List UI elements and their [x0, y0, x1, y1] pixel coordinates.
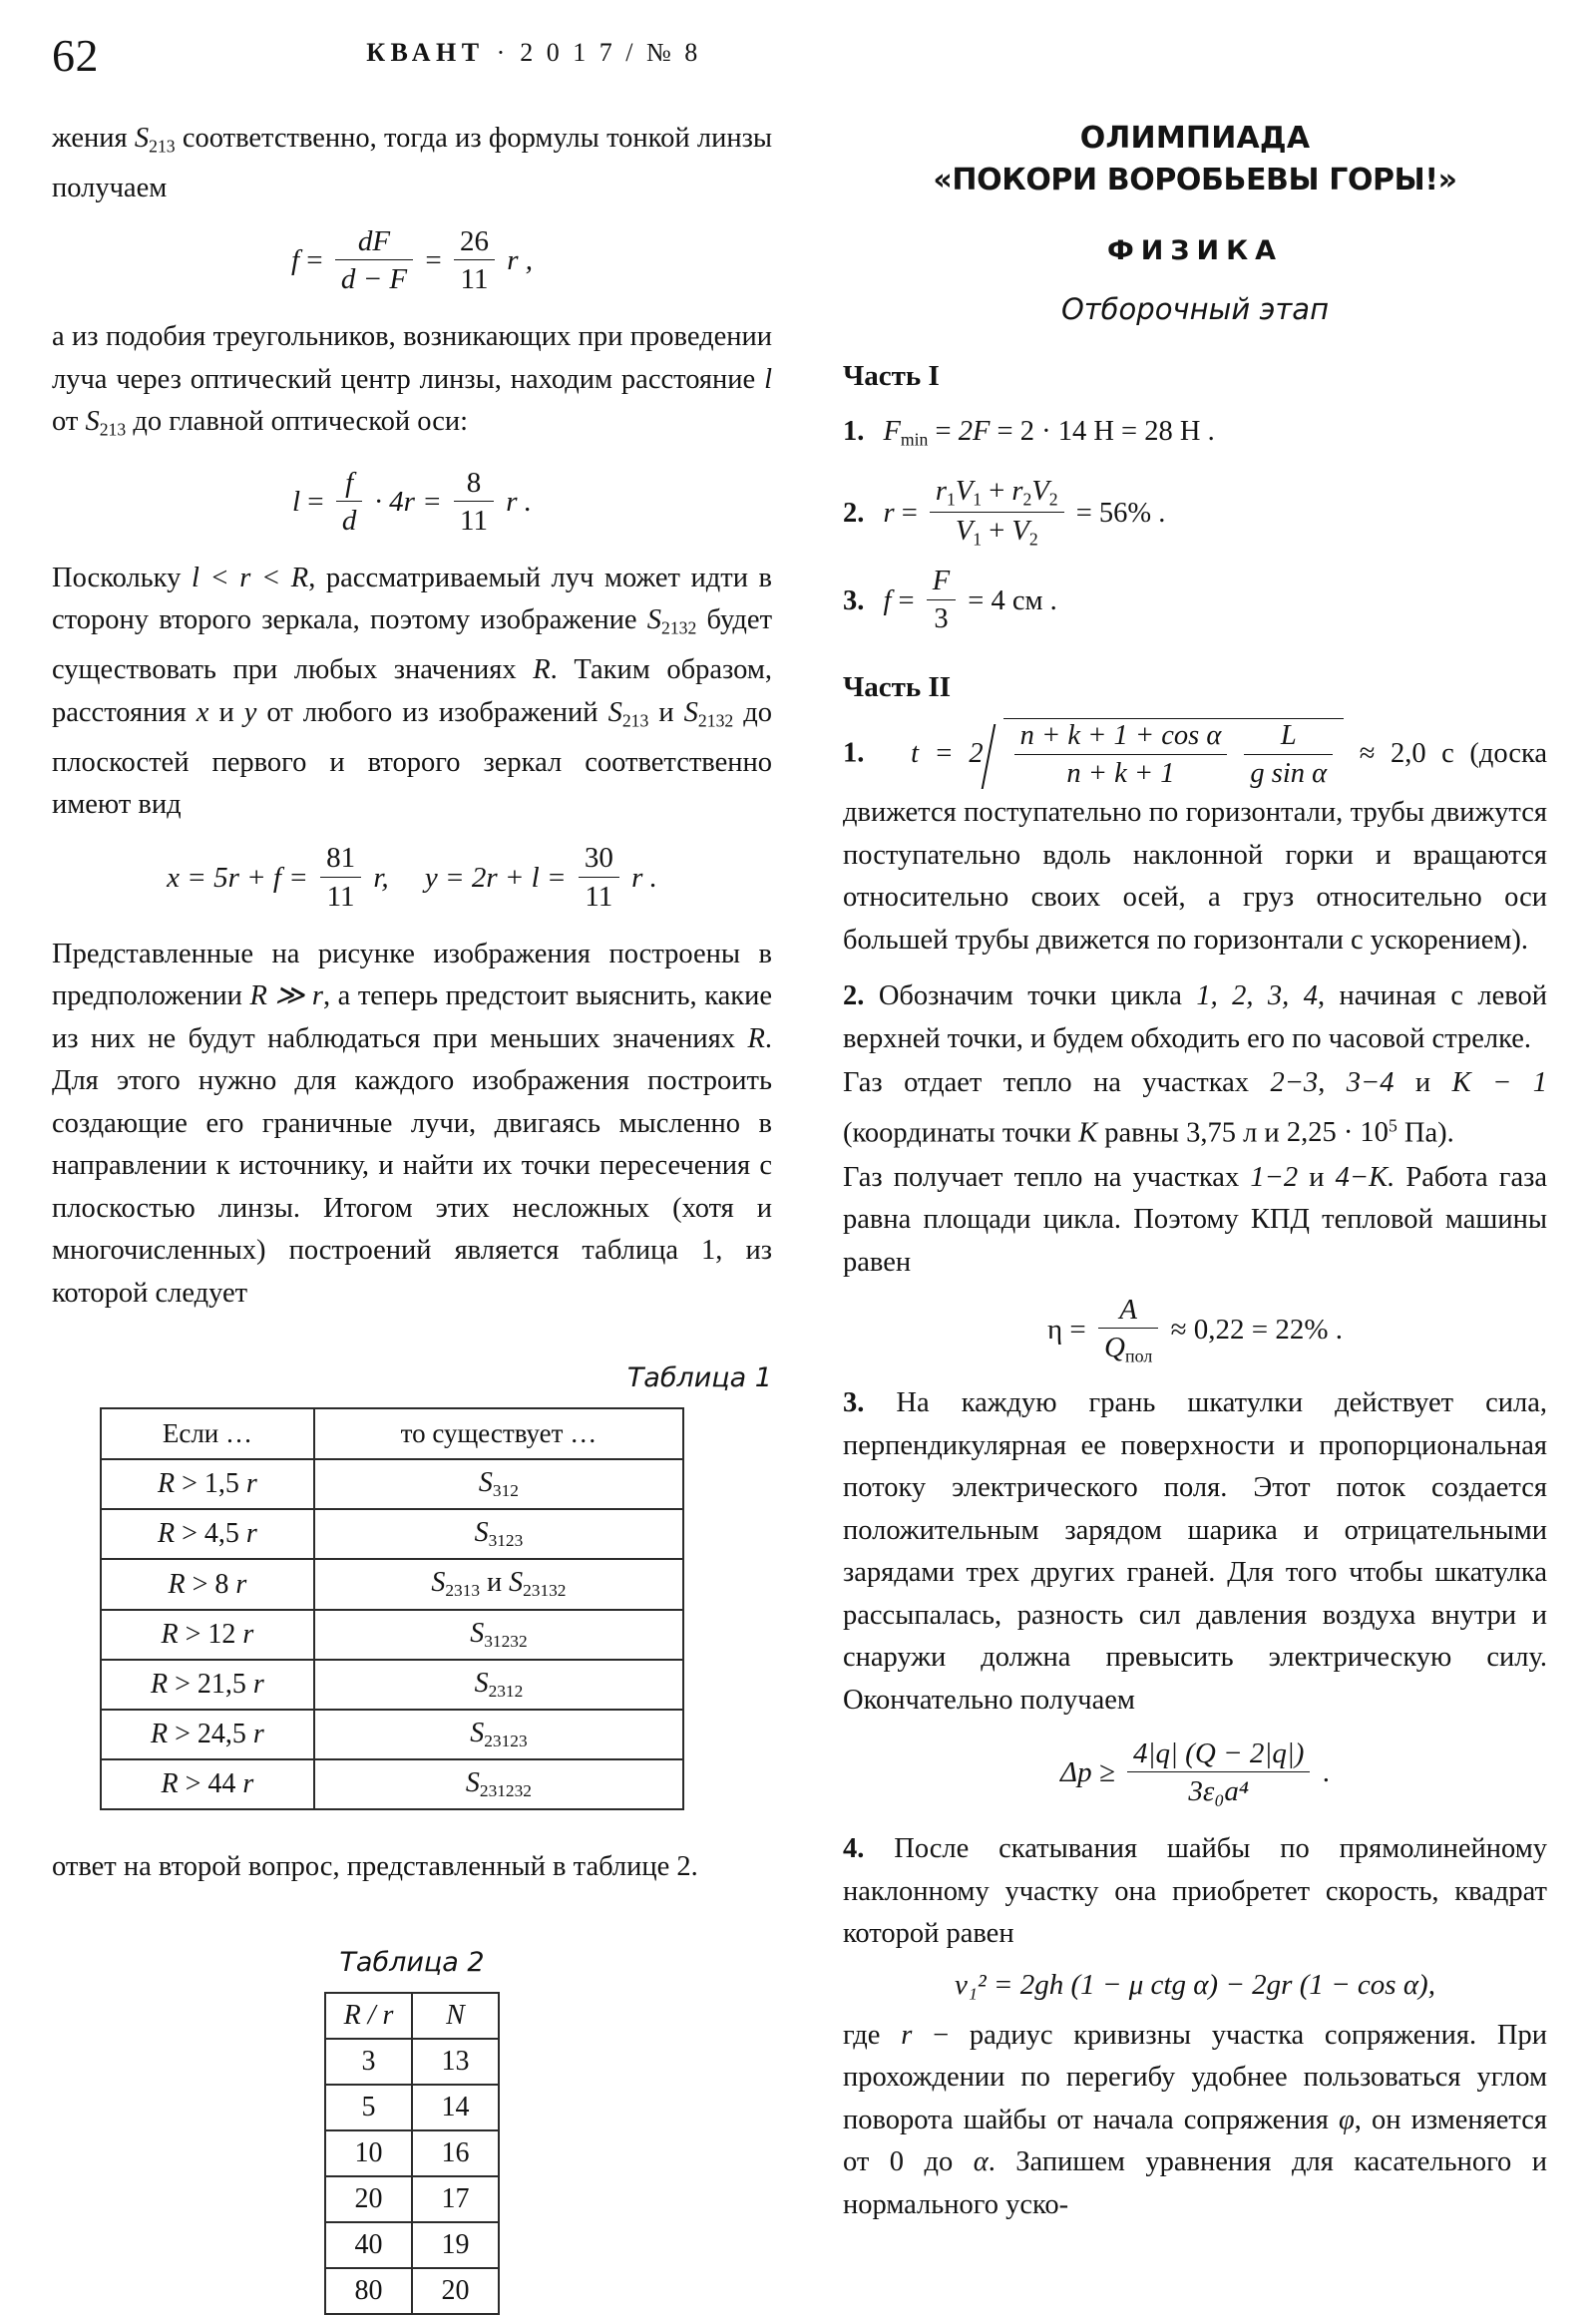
- table-row: [101, 1710, 683, 1759]
- fraction-dF-over-dminusF: [335, 225, 413, 296]
- text-fragment: равны 3,75 л и: [1104, 1117, 1280, 1149]
- table1-caption: Таблица 1: [626, 1362, 772, 1393]
- text-fragment: . Для этого нужно для каждого изображения построить создающие его граничные лучи, двигаясь мысленно в направлении к источнику, и найти их точки пересечения с плоскостью линзы. Итогом этих несложных (хотя и многочисленных) построений является таблица 1, из которой следует: [52, 1022, 773, 1309]
- journal-name: КВАНТ: [366, 38, 485, 67]
- cycle-points: 1, 2, 3, 4: [1196, 980, 1318, 1012]
- fraction-denominator: d: [341, 505, 357, 538]
- table2-cell: 20: [412, 2268, 499, 2314]
- text-fragment: а из подобия треугольников, возникающих при проведении луча через оптический центр линзы, находим расстояние: [52, 321, 772, 395]
- item3-math: f = $\frac{F}{3}$ = 4 см .: [883, 566, 1057, 635]
- text-fragment: соответственно, тогда из формулы тонкой линзы получаем: [52, 123, 772, 203]
- table-row: [101, 1759, 683, 1809]
- table2-block: [52, 1947, 772, 2315]
- table2-cell: 10: [325, 2130, 412, 2176]
- fraction-30-over-11: [579, 842, 619, 913]
- table2-cell: 20: [325, 2176, 412, 2222]
- table2-cell: 14: [412, 2085, 499, 2130]
- table-row: [101, 1559, 683, 1609]
- paragraph-image-existence: [52, 558, 772, 827]
- table-row: [325, 2039, 499, 2085]
- square-root: [984, 718, 1345, 792]
- equation-pressure-difference: [843, 1736, 1547, 1810]
- symbol-l: l: [764, 363, 772, 395]
- running-head: [0, 28, 1596, 88]
- table-row: [325, 2130, 499, 2176]
- segment-2-3: 2−3: [1270, 1067, 1319, 1099]
- eq-tail: r ,: [507, 244, 534, 277]
- table-row: [101, 1660, 683, 1710]
- page-number: 62: [52, 30, 99, 81]
- symbol-r: r: [901, 2019, 913, 2051]
- olympiad-title-line2: «ПОКОРИ ВОРОБЬЕВЫ ГОРЫ!»: [933, 163, 1457, 197]
- symbol-S213-b: $S_{213}$: [607, 696, 649, 731]
- fraction-numerator: 81: [320, 842, 361, 877]
- item-number: 3.: [843, 1387, 865, 1419]
- segment-4-K: 4−K.: [1335, 1161, 1396, 1193]
- fraction-denominator: 3ε₀a⁴: [1188, 1775, 1250, 1808]
- eq-sign: =: [425, 244, 442, 277]
- right-column: [843, 118, 1547, 2226]
- item-number: 4.: [843, 1833, 865, 1865]
- olympiad-title: [843, 118, 1547, 201]
- text-fragment: , он изменяется от 0 до: [843, 2104, 1547, 2178]
- eq-x-lhs: x = 5r + f =: [167, 861, 308, 894]
- table1-condition-cell: R > 24,5 r: [101, 1710, 314, 1759]
- table1-header-cell: то существует …: [314, 1408, 683, 1459]
- velocity-formula: v₁² = 2gh (1 − μ ctg α) − 2gr (1 − cos α),: [955, 1968, 1435, 2001]
- table-row: [101, 1509, 683, 1559]
- table2: [324, 1992, 500, 2315]
- text-fragment: Работа газа равна площади цикла. Поэтому КПД тепловой машины равен: [843, 1161, 1548, 1278]
- table2-cell: 5: [325, 2085, 412, 2130]
- table1-header-row: [101, 1408, 683, 1459]
- fraction-numerator: 4|q| (Q − 2|q|): [1127, 1737, 1310, 1772]
- symbol-alpha: α: [973, 2146, 989, 2178]
- item2-heat-absorbed: Газ получает тепло на участках 1−2 и 4−K. Работа газа равна площади цикла. Поэтому КПД тепловой машины равен: [843, 1161, 1548, 1278]
- paragraph-lens-formula: [52, 118, 772, 209]
- formula-note-open: (доска: [1469, 737, 1548, 769]
- item2-math: r = $\frac{r_1V_1 + r_2V_2}{V_1 + V_2}$ = 56% .: [883, 476, 1166, 550]
- part1-item-2: [843, 478, 1547, 552]
- table1-result-cell: $S_{312}$: [314, 1459, 683, 1509]
- fraction-denominator: n + k + 1: [1066, 757, 1175, 789]
- pressure-value: $2,25 \cdot 10^5$: [1286, 1115, 1397, 1149]
- text-fragment: , рассматриваемый луч может идти в сторону второго зеркала, поэтому изображение: [52, 562, 773, 636]
- eq-tail: r .: [506, 486, 532, 519]
- eq-sign: =: [306, 244, 323, 277]
- eq-x-tail: r,: [373, 861, 389, 894]
- eta-result: ≈ 0,22 = 22% .: [1170, 1314, 1343, 1347]
- fraction-cos-term: [1014, 720, 1228, 790]
- table1-result-cell: $S_{2313}$ и $S_{23132}$: [314, 1559, 683, 1609]
- fraction-denominator: 11: [585, 880, 613, 913]
- segment-3-4: 3−4: [1346, 1067, 1395, 1099]
- item4-continuation: [843, 2015, 1547, 2227]
- table2-header-cell: R / r: [325, 1993, 412, 2039]
- part2-item-2: [843, 975, 1547, 1060]
- fraction-f-over-d: [336, 467, 363, 538]
- text-fragment: Газ отдает тепло на участках: [843, 1067, 1250, 1099]
- table1-condition-cell: R > 1,5 r: [101, 1459, 314, 1509]
- text-fragment: Обозначим точки цикла: [878, 980, 1182, 1012]
- segment-K-1: K − 1: [1451, 1067, 1547, 1099]
- fraction-F-over-3: $\frac{F}{3}$: [927, 566, 956, 635]
- equation-velocity-squared: [843, 1968, 1547, 2003]
- symbol-R: R: [533, 654, 551, 686]
- eq-y-lhs: y = 2r + l =: [424, 861, 567, 894]
- fraction-numerator: 26: [454, 225, 495, 260]
- text-fragment: будет существовать при любых значениях: [52, 604, 773, 686]
- text-fragment: где: [843, 2019, 881, 2051]
- item1-time-formula: [911, 720, 1548, 789]
- text-fragment: ответ на второй вопрос, представленный в таблице 2.: [52, 1851, 698, 1883]
- fraction-numerator: 8: [454, 467, 494, 502]
- text-fragment: до плоскостей первого и второго зеркал соответственно имеют вид: [52, 696, 773, 821]
- text-fragment: Представленные на рисунке изображения построены в предположении: [52, 938, 772, 1011]
- eq-middle: · 4r =: [374, 486, 442, 519]
- symbol-letter: S: [134, 123, 150, 154]
- dp-tail: .: [1322, 1756, 1330, 1789]
- fraction-numerator: f: [336, 467, 363, 502]
- part2-item-1: [843, 718, 1547, 962]
- eq-lhs: l: [291, 486, 301, 519]
- text-fragment: , начиная с левой верхней точки, и будем обходить его по часовой стрелке.: [843, 980, 1548, 1054]
- symbol-R: R: [747, 1022, 765, 1054]
- fraction-numerator: n + k + 1 + cos α: [1014, 720, 1228, 755]
- table1-condition-cell: R > 12 r: [101, 1610, 314, 1660]
- text-fragment: , а теперь предстоит выяснить, какие из них не будут наблюдаться при меньших значениях: [52, 980, 773, 1054]
- eq-sign: =: [307, 486, 324, 519]
- fraction-81-over-11: [320, 842, 361, 913]
- table2-header-cell: N: [412, 1993, 499, 2039]
- text-fragment: − радиус кривизны участка сопряжения. При прохождении по перегибу удобнее пользоваться углом поворота шайбы от начала сопряжения: [843, 2019, 1548, 2135]
- table2-cell: 13: [412, 2039, 499, 2085]
- table1-condition-cell: R > 44 r: [101, 1759, 314, 1809]
- item-number: 2.: [843, 980, 865, 1012]
- table-row: [101, 1459, 683, 1509]
- table-row: [325, 2268, 499, 2314]
- equation-focal-length: [52, 224, 772, 298]
- symbol-S2132-b: $S_{2132}$: [683, 696, 734, 731]
- fraction-numerator: A: [1098, 1294, 1158, 1329]
- inequality-l-r-R: l < r < R: [191, 562, 309, 593]
- fraction-denominator: 11: [326, 880, 355, 913]
- table1-result-cell: $S_{31232}$: [314, 1610, 683, 1660]
- text-fragment: . Запишем уравнения для касательного и нормального уско-: [843, 2146, 1548, 2220]
- table1-header-cell: Если …: [101, 1408, 314, 1459]
- part1-item-1: [843, 409, 1547, 462]
- fraction-charge-expression: [1127, 1737, 1310, 1808]
- item1-explanation: движется поступательно по горизонтали, трубы движутся поступательно вдоль наклонной горки и вращаются относительно своих осей, а груз относительно оси большей трубы движется по горизонтали с ускорением).: [843, 797, 1547, 956]
- text-fragment: до главной оптической оси:: [133, 406, 469, 438]
- fraction-numerator: L: [1244, 720, 1333, 755]
- table-row: [325, 2176, 499, 2222]
- text-fragment: жения: [52, 123, 128, 154]
- table2-cell: 17: [412, 2176, 499, 2222]
- item-number: 3.: [843, 584, 865, 616]
- fraction-L-over-gsina: [1244, 720, 1333, 790]
- eta-lhs: η =: [1046, 1314, 1086, 1347]
- table2-cell: 3: [325, 2039, 412, 2085]
- separator-dot: ·: [496, 38, 509, 67]
- text-fragment: . Таким образом, расстояния: [52, 654, 773, 728]
- item1-math: $F_{min} = 2F = 2 \cdot 14$ Н = 28 Н .: [883, 416, 1215, 450]
- formula-lhs: t = 2: [911, 737, 984, 769]
- table-row: [101, 1610, 683, 1660]
- item2-heat-released: Газ отдает тепло на участках 2−3, 3−4 и K − 1 (координаты точки K равны 3,75 л и $2,25 \cdot 10^5$ Па).: [843, 1067, 1547, 1149]
- paragraph-answer-ref: [52, 1846, 772, 1889]
- fraction-denominator: d − F: [340, 263, 408, 296]
- fraction-8-over-11: [454, 467, 494, 538]
- table2-cell: 40: [325, 2222, 412, 2268]
- subject-heading: ФИЗИКА: [1106, 235, 1284, 266]
- table1-condition-cell: R > 8 r: [101, 1559, 314, 1609]
- journal-title-line: [0, 38, 1067, 68]
- text-fragment: Газ получает тепло на участках: [843, 1161, 1240, 1193]
- item4-explanation: После скатывания шайбы по прямолинейному наклонному участку она приобретет скорость, квадрат которой равен: [843, 1833, 1547, 1950]
- table2-cell: 80: [325, 2268, 412, 2314]
- symbol-y: y: [243, 696, 257, 728]
- table2-cell: 16: [412, 2130, 499, 2176]
- segment-1-2: 1−2: [1250, 1161, 1299, 1193]
- symbol-S2132: $S_{2132}$: [646, 604, 697, 638]
- text-fragment: и: [218, 696, 234, 728]
- table2-header-row: [325, 1993, 499, 2039]
- olympiad-title-line1: ОЛИМПИАДА: [1079, 121, 1311, 156]
- item-number: 1.: [843, 416, 865, 447]
- text-fragment: Па).: [1403, 1117, 1454, 1149]
- table1-condition-cell: R > 21,5 r: [101, 1660, 314, 1710]
- table1-result-cell: $S_{23123}$: [314, 1710, 683, 1759]
- fraction-denominator: g sin α: [1250, 757, 1328, 789]
- text-fragment: и: [658, 696, 674, 728]
- symbol-S213: [134, 123, 176, 157]
- symbol-x: x: [196, 696, 209, 728]
- dp-lhs: Δp ≥: [1060, 1756, 1115, 1789]
- paragraph-similar-triangles: [52, 316, 772, 451]
- part2-item-3: [843, 1382, 1547, 1722]
- table1-condition-cell: R > 4,5 r: [101, 1509, 314, 1559]
- table-row: [325, 2085, 499, 2130]
- fraction-A-over-Qpol: [1098, 1294, 1158, 1366]
- symbol-S213: $S_{213}$: [85, 406, 127, 440]
- inequality-R-gg-r: R ≫ r: [249, 980, 323, 1011]
- fraction-denominator: $Q_{пол}$: [1104, 1332, 1153, 1366]
- table1-result-cell: $S_{2312}$: [314, 1660, 683, 1710]
- fraction-numerator: 30: [579, 842, 619, 877]
- table1-result-cell: $S_{3123}$: [314, 1509, 683, 1559]
- item-number: 2.: [843, 497, 865, 529]
- eq-lhs: f: [290, 244, 299, 277]
- table2-caption: Таблица 2: [339, 1946, 485, 1978]
- equation-distance-l: [52, 466, 772, 540]
- table-row: [325, 2222, 499, 2268]
- eq-y-tail: r .: [631, 861, 657, 894]
- part1-heading: Часть I: [843, 360, 940, 392]
- fraction-26-over-11: [454, 225, 495, 296]
- equation-x-and-y: [52, 842, 772, 916]
- part2-heading: Часть II: [843, 671, 952, 704]
- text-fragment: от любого из изображений: [266, 696, 598, 728]
- table1: [100, 1407, 684, 1810]
- fraction-denominator: 11: [460, 505, 488, 538]
- part2-item-4: [843, 1828, 1547, 1956]
- text-fragment: от: [52, 406, 79, 438]
- item-number: 1.: [843, 737, 865, 769]
- left-column: [52, 118, 772, 2315]
- issue-label: 2 0 1 7 / № 8: [520, 38, 701, 67]
- stage-heading: Отборочный этап: [1060, 292, 1330, 326]
- part1-item-3: [843, 568, 1547, 637]
- item3-explanation: На каждую грань шкатулки действует сила, перпендикулярная ее поверхности и пропорциональная потоку электрического поля. Этот поток создается положительным зарядом шарика и отрицательными зарядами трех других граней. Для того чтобы шкатулка рассыпалась, разность сил давления воздуха внутри и снаружи должна превысить электрическую силу. Окончательно получаем: [843, 1387, 1548, 1716]
- text-fragment: Поскольку: [52, 562, 182, 593]
- exponent: 5: [1388, 1115, 1397, 1136]
- fraction-numerator: dF: [335, 225, 413, 260]
- formula-result: ≈ 2,0 с: [1359, 737, 1454, 769]
- point-K: K: [1078, 1117, 1098, 1149]
- table1-block: [52, 1362, 772, 1810]
- table1-result-cell: $S_{231232}$: [314, 1759, 683, 1809]
- fraction-weighted-average: $\frac{r_1V_1 + r_2V_2}{V_1 + V_2}$: [930, 476, 1064, 550]
- symbol-subscript: 213: [149, 136, 176, 157]
- table2-cell: 19: [412, 2222, 499, 2268]
- symbol-phi: φ: [1338, 2104, 1355, 2135]
- equation-efficiency: [843, 1293, 1547, 1368]
- fraction-denominator: 11: [460, 263, 489, 296]
- paragraph-construction-explanation: [52, 934, 772, 1316]
- text-fragment: (координаты точки: [843, 1117, 1071, 1149]
